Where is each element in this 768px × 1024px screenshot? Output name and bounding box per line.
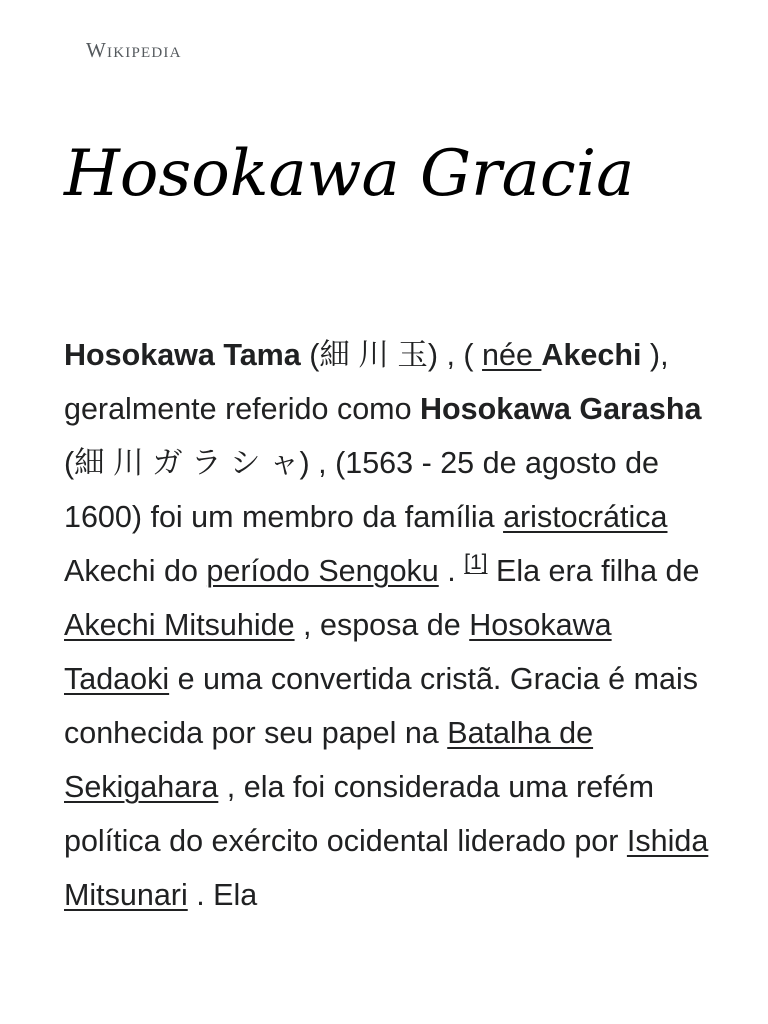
link-hosokawa-tadaoki[interactable]: Hosokawa Tadaoki [64,608,612,696]
lead-text: . Ela [187,878,258,912]
link-akechi-mitsuhide[interactable]: Akechi Mitsuhide [64,608,295,642]
lead-text: , ela foi considerada uma refém política do exército ocidental liderado por [64,770,655,858]
lead-text: , esposa de [294,608,470,642]
article-lead-paragraph [64,328,714,922]
alt-name: Hosokawa Garasha [420,392,702,426]
link-nee[interactable]: née [482,338,542,372]
link-periodo-sengoku[interactable]: período Sengoku [206,554,439,588]
lead-text: ), geralmente referido como [64,338,669,426]
link-batalha-sekigahara[interactable]: Batalha de Sekigahara [64,716,594,804]
lead-text: . [438,554,465,588]
lead-text: (細 川 玉) , ( [300,338,483,372]
lead-text: Akechi do [64,554,207,588]
link-aristocratica[interactable]: aristocrática [503,500,668,534]
lead-text: Ela era filha de [487,554,700,588]
subject-name: Hosokawa Tama [64,338,301,372]
reference-link-1[interactable]: [1] [464,551,488,574]
maiden-name: Akechi [541,338,642,372]
reference-1 [464,551,487,574]
page-title: Hosokawa Gracia [64,137,635,211]
lead-text: e uma convertida cristã. Gracia é mais conhecida por seu papel na [64,662,699,750]
lead-text: (細 川 ガ ラ シ ャ) , (1563 - 25 de agosto de 1600) foi um membro da família [64,446,659,534]
wikipedia-wordmark[interactable]: Wikipedia [86,38,182,62]
link-ishida-mitsunari[interactable]: Ishida Mitsunari [64,824,709,912]
